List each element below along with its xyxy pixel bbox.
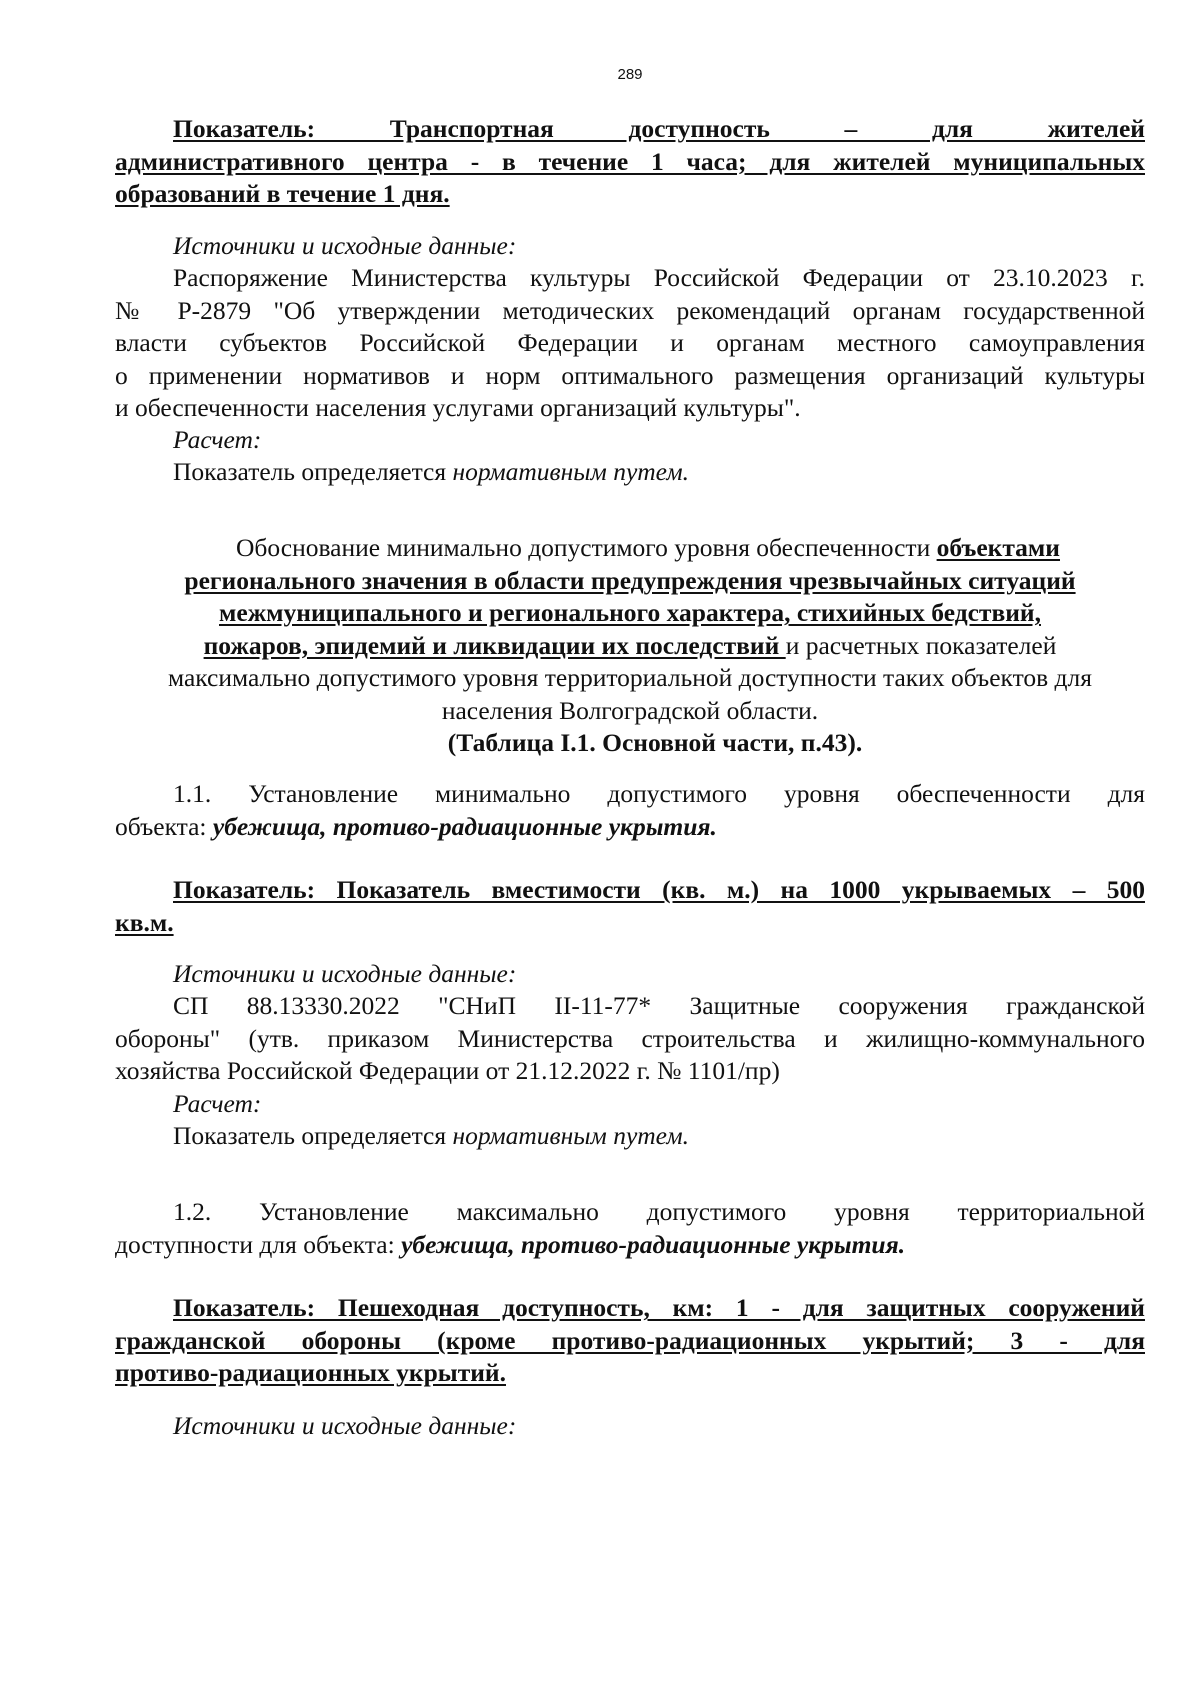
indicator-heading-capacity [115, 874, 1145, 939]
heading-line: кв.м. [115, 907, 174, 937]
calc-text [115, 456, 1145, 489]
section-line2-plain: доступности для объекта: [115, 1229, 402, 1259]
calc-text-plain: Показатель определяется [173, 1121, 453, 1150]
heading-line: противо-радиационных укрытий. [115, 1358, 506, 1387]
calc-text-plain: Показатель определяется [173, 457, 453, 486]
heading-line: Показатель: Транспортная доступность – для жителей [173, 114, 1145, 143]
justification-line: населения Волгоградской области. [441, 695, 819, 725]
calc-text [115, 1120, 1145, 1153]
sources-line: о применении нормативов и норм оптимального размещения организаций культуры [115, 360, 1145, 390]
section-1-2-intro [115, 1196, 1145, 1261]
sources-line: обороны" (утв. приказом Министерства строительства и жилищно-коммунального [115, 1023, 1145, 1053]
sources-line: Распоряжение Министерства культуры Российской Федерации от 23.10.2023 г. [173, 263, 1145, 292]
section-line: 1.2. Установление максимально допустимого уровня территориальной [173, 1197, 1145, 1226]
heading-line: административного центра - в течение 1 часа; для жителей муниципальных [115, 146, 1145, 176]
heading-line: Показатель: Показатель вместимости (кв. м.) на 1000 укрываемых – 500 [173, 875, 1145, 904]
justification-line1-bold: объектами [936, 533, 1060, 562]
justification-line4-bold: пожаров, эпидемий и ликвидации их последствий [203, 630, 786, 660]
sources-label: Источники и исходные данные: [173, 959, 517, 988]
sources-text [115, 262, 1145, 425]
indicator-heading-transport [115, 113, 1145, 211]
calc-label: Расчет: [173, 425, 262, 454]
section-line [115, 811, 1145, 844]
sources-line: № Р-2879 "Об утверждении методических рекомендаций органам государственной [115, 295, 1145, 325]
calc-label: Расчет: [173, 1089, 262, 1118]
sources-line: хозяйства Российской Федерации от 21.12.2022 г. № 1101/пр) [115, 1056, 780, 1085]
justification-line4-plain: и расчетных показателей [785, 630, 1057, 660]
indicator-heading-walking [115, 1292, 1145, 1390]
justification-line [115, 532, 1145, 565]
justification-line: регионального значения в области предупреждения чрезвычайных ситуаций [184, 565, 1076, 595]
section-line2-plain: объекта: [115, 811, 213, 841]
justification-paragraph [115, 532, 1145, 760]
calc-text-italic: нормативным путем. [452, 457, 690, 486]
sources-line: власти субъектов Российской Федерации и органам местного самоуправления [115, 328, 1145, 357]
section-line [115, 1229, 1145, 1262]
heading-line: Показатель: Пешеходная доступность, км: 1 - для защитных сооружений [173, 1293, 1145, 1322]
sources-label: Источники и исходные данные: [173, 1411, 517, 1440]
sources-label: Источники и исходные данные: [173, 231, 517, 260]
calc-text-italic: нормативным путем. [452, 1121, 690, 1150]
justification-line1-plain: Обоснование минимально допустимого уровня обеспеченности [235, 533, 937, 562]
justification-line: максимально допустимого уровня территориальной доступности таких объектов для [168, 663, 1092, 692]
page-number: 289 [617, 66, 643, 83]
heading-line: образований в течение 1 дня. [115, 179, 450, 208]
justification-line [115, 630, 1145, 663]
table-reference: (Таблица I.1. Основной части, п.43). [447, 728, 863, 757]
section-line: 1.1. Установление минимально допустимого уровня обеспеченности для [173, 779, 1145, 808]
object-name: убежища, противо-радиационные укрытия. [401, 1229, 906, 1259]
heading-line: гражданской обороны (кроме противо-радиационных укрытий; 3 - для [115, 1325, 1145, 1355]
sources-line: СП 88.13330.2022 "СНиП II-11-77* Защитные сооружения гражданской [173, 991, 1145, 1020]
section-1-1-intro [115, 778, 1145, 843]
sources-line: и обеспеченности населения услугами организаций культуры". [115, 393, 801, 422]
sources-text [115, 990, 1145, 1088]
object-name: убежища, противо-радиационные укрытия. [212, 811, 717, 841]
justification-line: межмуниципального и регионального характера, стихийных бедствий, [219, 598, 1041, 627]
